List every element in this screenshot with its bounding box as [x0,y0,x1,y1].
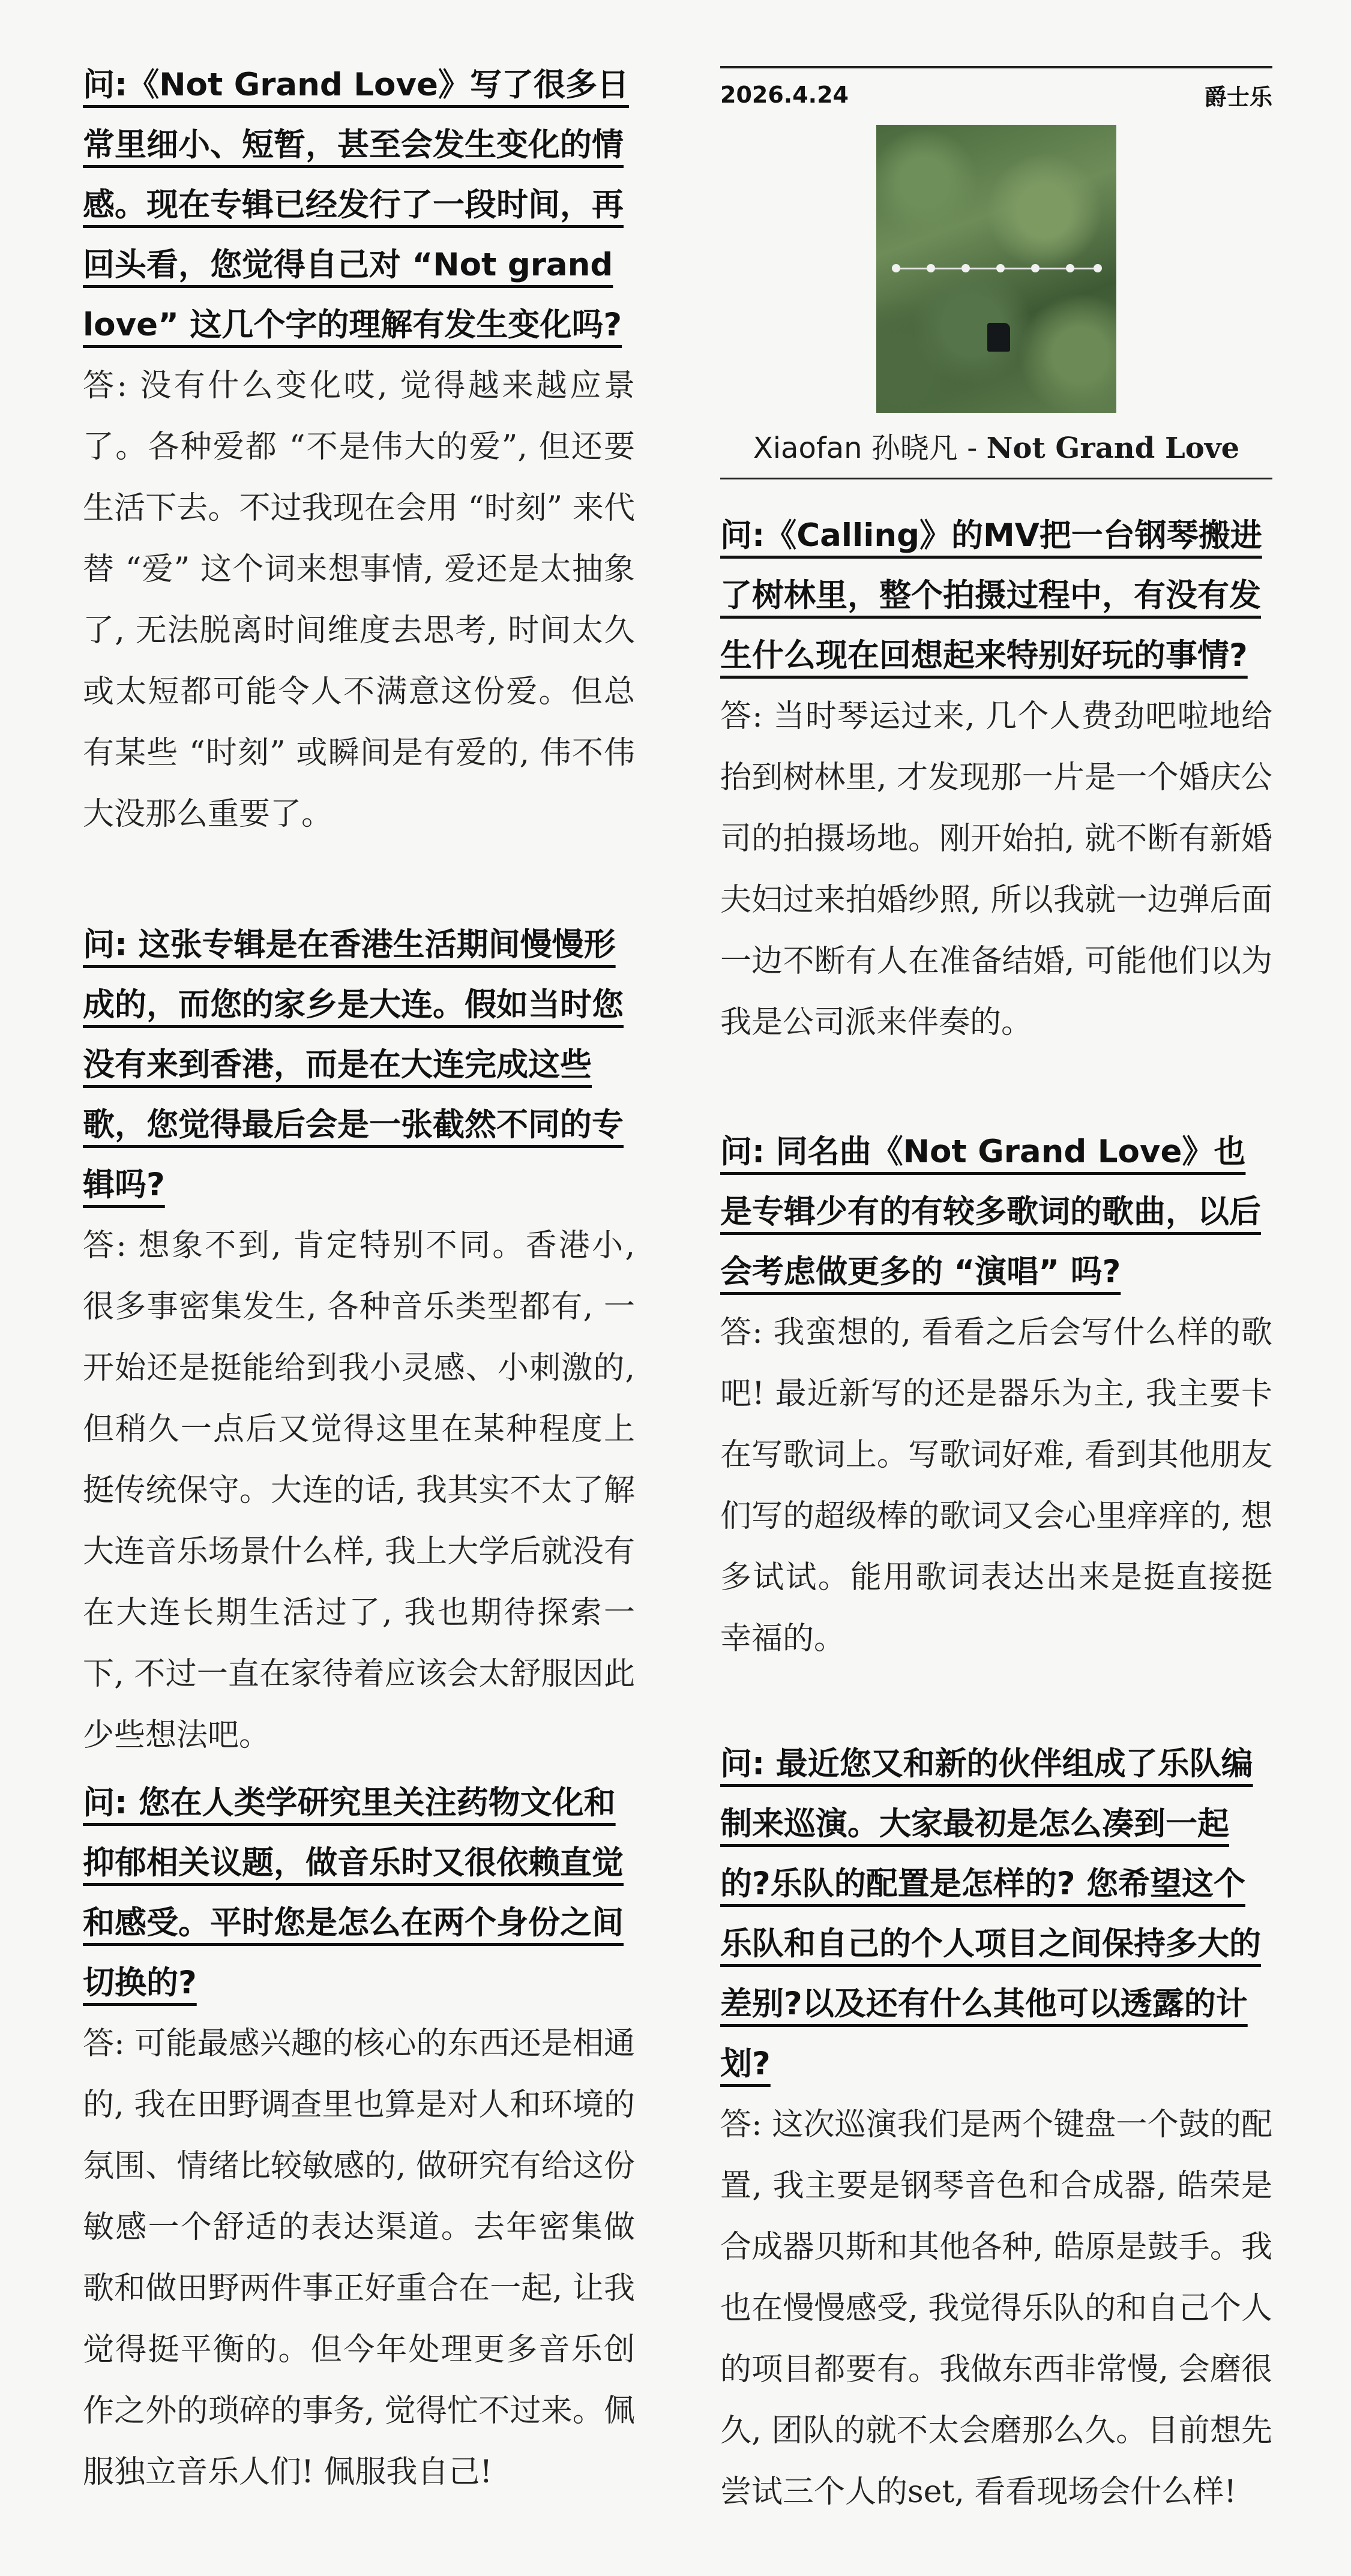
piano-silhouette [987,323,1010,352]
publish-date: 2026.4.24 [720,82,849,108]
question-4: 问:《Calling》的MV把一台钢琴搬进了树林里，整个拍摄过程中，有没有发生什么现在回想起来特别好玩的事情? [720,517,1262,674]
qa-block-2 [83,915,635,1766]
album-cover-image [876,125,1116,413]
answer-3: 答: 可能最感兴趣的核心的东西还是相通的, 我在田野调查里也算是对人和环境的氛围、情绪比较敏感的, 做研究有给这份敏感一个舒适的表达渠道。去年密集做歌和做田野两件事正好重合在一起, 让我觉得挺平衡的。但今年处理更多音乐创作之外的琐碎的事务, 觉得忙不过来。佩服独立音乐人们! 佩服我自己! [83,2026,635,2490]
album-name: Not Grand Love [986,431,1240,465]
qa-block-6 [720,1734,1272,2523]
artist-name: Xiaofan 孙晓凡 - [753,431,987,465]
album-title-line [720,427,1272,469]
cover-dot [1066,264,1074,272]
qa-block-3 [83,1773,635,2503]
cover-dot [892,264,900,272]
cover-dot [961,264,970,272]
qa-block-4 [720,506,1272,1053]
cover-dot [927,264,935,272]
answer-5: 答: 我蛮想的, 看看之后会写什么样的歌吧! 最近新写的还是器乐为主, 我主要卡在写歌词上。写歌词好难, 看到其他朋友们写的超级棒的歌词又会心里痒痒的, 想多试试。能用歌词表达出来是挺直接挺幸福的。 [720,1315,1272,1657]
qa-block-1 [83,55,635,845]
question-5: 问: 同名曲《Not Grand Love》也是专辑少有的有较多歌词的歌曲，以后会考虑做更多的 “演唱” 吗? [720,1133,1261,1290]
question-1: 问:《Not Grand Love》写了很多日常里细小、短暂，甚至会发生变化的情感。现在专辑已经发行了一段时间，再回头看，您觉得自己对 “Not grand love” 这几个字的理解有发生变化吗? [83,67,629,343]
qa-block-5 [720,1122,1272,1669]
question-2: 问: 这张专辑是在香港生活期间慢慢形成的，而您的家乡是大连。假如当时您没有来到香港，而是在大连完成这些歌，您觉得最后会是一张截然不同的专辑吗? [83,926,624,1203]
card-bottom-divider [720,478,1272,479]
question-3: 问: 您在人类学研究里关注药物文化和抑郁相关议题，做音乐时又很依赖直觉和感受。平时您是怎么在两个身份之间切换的? [83,1785,624,2001]
question-6: 问: 最近您又和新的伙伴组成了乐队编制来巡演。大家最初是怎么凑到一起的?乐队的配置是怎样的? 您希望这个乐队和自己的个人项目之间保持多大的差别?以及还有什么其他可以透露的计划? [720,1746,1261,2082]
card-top-divider [720,66,1272,68]
cover-dot [1031,264,1040,272]
answer-2: 答: 想象不到, 肯定特别不同。香港小, 很多事密集发生, 各种音乐类型都有, 一开始还是挺能给到我小灵感、小刺激的, 但稍久一点后又觉得这里在某种程度上挺传统保守。大连的话, 我其实不太了解大连音乐场景什么样, 我上大学后就没有在大连长期生活过了, 我也期待探索一下, 不过一直在家待着应该会太舒服因此少些想法吧。 [83,1228,635,1753]
answer-6: 答: 这次巡演我们是两个键盘一个鼓的配置, 我主要是钢琴音色和合成器, 皓荣是合成器贝斯和其他各种, 皓原是鼓手。我也在慢慢感受, 我觉得乐队的和自己个人的项目都要有。我做东西非常慢, 会磨很久, 团队的就不太会磨那么久。目前想先尝试三个人的set, 看看现场会什么样! [720,2107,1272,2510]
card-meta [720,77,1272,113]
category-label: 爵士乐 [1203,83,1272,110]
album-card [720,66,1272,479]
answer-1: 答: 没有什么变化哎, 觉得越来越应景了。各种爱都 “不是伟大的爱”, 但还要生活下去。不过我现在会用 “时刻” 来代替 “爱” 这个词来想事情, 爱还是太抽象了, 无法脱离时间维度去思考, 时间太久或太短都可能令人不满意这份爱。但总有某些 “时刻” 或瞬间是有爱的, 伟不伟大没那么重要了。 [83,368,635,832]
cover-dot [1094,264,1102,272]
answer-4: 答: 当时琴运过来, 几个人费劲吧啦地给抬到树林里, 才发现那一片是一个婚庆公司的拍摄场地。刚开始拍, 就不断有新婚夫妇过来拍婚纱照, 所以我就一边弹后面一边不断有人在准备结婚, 可能他们以为我是公司派来伴奏的。 [720,698,1272,1040]
cover-dot [996,264,1005,272]
